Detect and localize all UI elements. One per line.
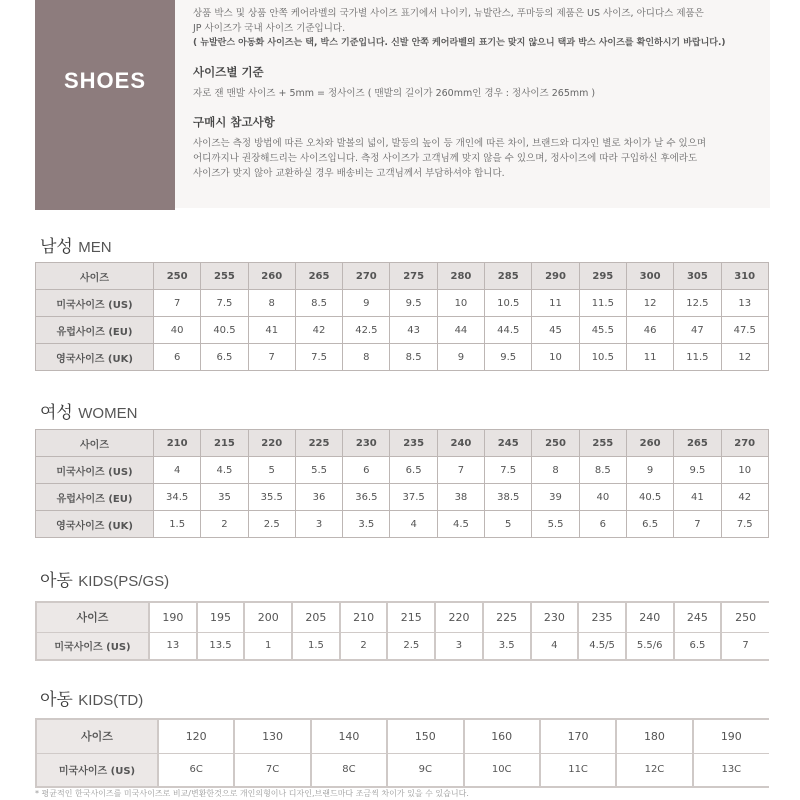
size-cell: 1 (244, 632, 292, 660)
size-cell: 9.5 (674, 457, 721, 484)
size-header-cell: 215 (387, 602, 435, 632)
size-cell: 1.5 (154, 511, 201, 538)
size-cell: 8 (343, 344, 390, 371)
size-cell: 35.5 (248, 484, 295, 511)
size-cell: 8 (248, 290, 295, 317)
men-title-en: MEN (78, 239, 112, 256)
size-header-cell: 285 (485, 263, 532, 290)
size-cell: 40.5 (201, 317, 248, 344)
size-cell: 6.5 (626, 511, 673, 538)
size-header-cell: 270 (721, 430, 768, 457)
size-cell: 10 (532, 344, 579, 371)
size-cell: 45.5 (579, 317, 626, 344)
size-cell: 36 (295, 484, 342, 511)
row-label: 미국사이즈 (US) (36, 290, 154, 317)
size-cell: 4 (154, 457, 201, 484)
size-cell: 8C (311, 753, 387, 787)
size-cell: 2.5 (387, 632, 435, 660)
size-cell: 37.5 (390, 484, 437, 511)
notice-line-2: JP 사이즈가 국내 사이즈 기준입니다. (193, 23, 346, 34)
row-label: 사이즈 (36, 263, 154, 290)
size-header-cell: 130 (234, 719, 310, 753)
size-cell: 7.5 (485, 457, 532, 484)
row-label: 사이즈 (36, 719, 158, 753)
size-cell: 41 (248, 317, 295, 344)
size-cell: 42.5 (343, 317, 390, 344)
size-cell: 7.5 (201, 290, 248, 317)
size-row (36, 632, 769, 660)
size-cell: 6.5 (201, 344, 248, 371)
size-row (36, 457, 769, 484)
size-cell: 7 (248, 344, 295, 371)
row-label: 영국사이즈 (UK) (36, 511, 154, 538)
size-cell: 3.5 (343, 511, 390, 538)
row-label: 유럽사이즈 (EU) (36, 484, 154, 511)
size-cell: 47 (674, 317, 721, 344)
size-cell: 7C (234, 753, 310, 787)
kids-td-section-title (40, 685, 143, 710)
size-cell: 6 (154, 344, 201, 371)
women-title-ko: 여성 (40, 403, 73, 423)
size-row (36, 511, 769, 538)
size-cell: 45 (532, 317, 579, 344)
size-cell: 13 (721, 290, 768, 317)
size-cell: 6 (343, 457, 390, 484)
size-header-cell: 250 (154, 263, 201, 290)
reference-line-3: 사이즈가 맞지 않아 교환하실 경우 배송비는 고객님께서 부담하셔야 합니다. (193, 168, 505, 179)
row-label: 사이즈 (36, 430, 154, 457)
size-header-cell: 150 (387, 719, 463, 753)
size-cell: 4 (390, 511, 437, 538)
size-cell: 12C (616, 753, 692, 787)
size-cell: 35 (201, 484, 248, 511)
men-size-table (35, 262, 769, 371)
banner-info (193, 6, 763, 181)
size-cell: 6C (158, 753, 234, 787)
size-cell: 40.5 (626, 484, 673, 511)
size-cell: 3 (295, 511, 342, 538)
size-header-row (36, 263, 769, 290)
row-label: 미국사이즈 (US) (36, 457, 154, 484)
size-header-cell: 200 (244, 602, 292, 632)
size-cell: 5 (485, 511, 532, 538)
size-cell: 8.5 (579, 457, 626, 484)
size-cell: 6.5 (390, 457, 437, 484)
row-label: 영국사이즈 (UK) (36, 344, 154, 371)
size-cell: 11.5 (579, 290, 626, 317)
size-cell: 13C (693, 753, 769, 787)
reference-line-2: 어디까지나 권장해드리는 사이즈입니다. 측정 사이즈가 고객님께 맞지 않을 수 있으며, 정사이즈에 따라 구입하신 후에라도 (193, 153, 698, 164)
size-cell: 9.5 (390, 290, 437, 317)
size-cell: 4.5/5 (578, 632, 626, 660)
size-header-cell: 265 (295, 263, 342, 290)
size-cell: 12 (721, 344, 768, 371)
size-cell: 44 (437, 317, 484, 344)
size-cell: 39 (532, 484, 579, 511)
size-cell: 10 (721, 457, 768, 484)
size-header-cell: 170 (540, 719, 616, 753)
size-cell: 5.5 (532, 511, 579, 538)
size-cell: 5.5/6 (626, 632, 674, 660)
size-cell: 40 (154, 317, 201, 344)
size-cell: 12 (626, 290, 673, 317)
size-header-cell: 230 (343, 430, 390, 457)
size-cell: 13 (149, 632, 197, 660)
size-header-cell: 210 (154, 430, 201, 457)
size-cell: 1.5 (292, 632, 340, 660)
size-cell: 6.5 (674, 632, 722, 660)
size-cell: 2 (340, 632, 388, 660)
notice-warning: ( 뉴발란스 아동화 사이즈는 택, 박스 기준입니다. 신발 안쪽 케어라벨의 표기는 맞지 않으니 택과 박스 사이즈를 확인하시기 바랍니다.) (193, 38, 726, 48)
size-header-cell: 265 (674, 430, 721, 457)
size-cell: 10.5 (579, 344, 626, 371)
footnote: * 평균적인 한국사이즈를 미국사이즈로 비교/변환한것으로 개인의형이나 디자인,브랜드마다 조금씩 차이가 있을 수 있습니다. (35, 789, 469, 798)
women-title-en: WOMEN (78, 405, 138, 422)
size-header-cell: 280 (437, 263, 484, 290)
size-header-cell: 180 (616, 719, 692, 753)
size-header-cell: 295 (579, 263, 626, 290)
women-size-table (35, 429, 769, 538)
size-cell: 4.5 (437, 511, 484, 538)
women-section-title (40, 398, 137, 423)
size-header-cell: 245 (485, 430, 532, 457)
size-header-row (36, 602, 769, 632)
size-row (36, 290, 769, 317)
size-cell: 36.5 (343, 484, 390, 511)
size-cell: 11.5 (674, 344, 721, 371)
size-header-cell: 260 (248, 263, 295, 290)
size-cell: 3 (435, 632, 483, 660)
size-header-cell: 220 (435, 602, 483, 632)
kids-ps-title-en: KIDS(PS/GS) (78, 573, 170, 590)
size-cell: 5.5 (295, 457, 342, 484)
size-header-cell: 255 (201, 263, 248, 290)
size-header-cell: 225 (483, 602, 531, 632)
size-cell: 5 (248, 457, 295, 484)
reference-line-1: 사이즈는 측정 방법에 따른 오차와 발볼의 넓이, 발등의 높이 등 개인에 따른 차이, 브랜드와 디자인 별로 차이가 날 수 있으며 (193, 138, 707, 149)
size-header-cell: 255 (579, 430, 626, 457)
size-cell: 9.5 (485, 344, 532, 371)
size-header-cell: 190 (149, 602, 197, 632)
size-header-cell: 215 (201, 430, 248, 457)
size-header-cell: 160 (464, 719, 540, 753)
kids-ps-section-title (40, 566, 169, 591)
row-label: 미국사이즈 (US) (36, 632, 149, 660)
size-cell: 4.5 (201, 457, 248, 484)
size-cell: 9 (437, 344, 484, 371)
size-header-cell: 210 (340, 602, 388, 632)
size-cell: 41 (674, 484, 721, 511)
size-header-cell: 290 (532, 263, 579, 290)
size-cell: 9 (343, 290, 390, 317)
size-header-cell: 310 (721, 263, 768, 290)
men-title-ko: 남성 (40, 237, 73, 257)
size-cell: 2.5 (248, 511, 295, 538)
size-cell: 7 (154, 290, 201, 317)
size-cell: 11 (626, 344, 673, 371)
kids-ps-title-ko: 아동 (40, 571, 73, 591)
size-header-cell: 245 (674, 602, 722, 632)
size-header-cell: 240 (437, 430, 484, 457)
size-cell: 2 (201, 511, 248, 538)
size-cell: 3.5 (483, 632, 531, 660)
size-cell: 46 (626, 317, 673, 344)
size-header-cell: 205 (292, 602, 340, 632)
size-cell: 13.5 (197, 632, 245, 660)
size-cell: 11 (532, 290, 579, 317)
size-cell: 44.5 (485, 317, 532, 344)
kids-td-size-table (35, 718, 769, 788)
size-cell: 7 (721, 632, 769, 660)
size-cell: 38 (437, 484, 484, 511)
size-row (36, 344, 769, 371)
size-cell: 10C (464, 753, 540, 787)
size-cell: 7.5 (295, 344, 342, 371)
reference-title: 구매시 참고사항 (193, 115, 275, 129)
size-cell: 7 (437, 457, 484, 484)
size-header-row (36, 719, 769, 753)
size-header-cell: 225 (295, 430, 342, 457)
size-cell: 34.5 (154, 484, 201, 511)
size-cell: 7 (674, 511, 721, 538)
size-header-cell: 235 (390, 430, 437, 457)
size-header-cell: 190 (693, 719, 769, 753)
size-cell: 6 (579, 511, 626, 538)
size-cell: 8 (532, 457, 579, 484)
size-header-cell: 300 (626, 263, 673, 290)
size-header-cell: 275 (390, 263, 437, 290)
size-cell: 42 (721, 484, 768, 511)
size-header-cell: 250 (721, 602, 769, 632)
size-header-cell: 140 (311, 719, 387, 753)
kids-ps-size-table (35, 601, 769, 661)
row-label: 유럽사이즈 (EU) (36, 317, 154, 344)
notice-line-1: 상품 박스 및 상품 안쪽 케어라벨의 국가별 사이즈 표기에서 나이키, 뉴발란스, 푸마등의 제품은 US 사이즈, 아디다스 제품은 (193, 8, 704, 19)
size-cell: 40 (579, 484, 626, 511)
size-cell: 7.5 (721, 511, 768, 538)
size-cell: 4 (531, 632, 579, 660)
kids-td-title-en: KIDS(TD) (78, 692, 144, 709)
size-cell: 9C (387, 753, 463, 787)
size-header-cell: 230 (531, 602, 579, 632)
size-cell: 47.5 (721, 317, 768, 344)
size-row (36, 317, 769, 344)
size-cell: 10 (437, 290, 484, 317)
size-header-cell: 195 (197, 602, 245, 632)
size-cell: 8.5 (390, 344, 437, 371)
size-header-cell: 240 (626, 602, 674, 632)
size-header-cell: 250 (532, 430, 579, 457)
size-cell: 9 (626, 457, 673, 484)
size-header-cell: 235 (578, 602, 626, 632)
criteria-text: 자로 잰 맨발 사이즈 + 5mm = 정사이즈 ( 맨발의 길이가 260mm인 경우 : 정사이즈 265mm ) (193, 88, 596, 99)
size-header-row (36, 430, 769, 457)
size-guide-banner (0, 0, 800, 215)
size-cell: 43 (390, 317, 437, 344)
kids-td-title-ko: 아동 (40, 690, 73, 710)
row-label: 미국사이즈 (US) (36, 753, 158, 787)
size-header-cell: 260 (626, 430, 673, 457)
size-cell: 12.5 (674, 290, 721, 317)
size-cell: 11C (540, 753, 616, 787)
size-cell: 42 (295, 317, 342, 344)
size-header-cell: 120 (158, 719, 234, 753)
size-header-cell: 270 (343, 263, 390, 290)
size-cell: 38.5 (485, 484, 532, 511)
size-cell: 10.5 (485, 290, 532, 317)
size-header-cell: 305 (674, 263, 721, 290)
size-row (36, 484, 769, 511)
row-label: 사이즈 (36, 602, 149, 632)
shoes-badge: SHOES (35, 0, 175, 210)
size-header-cell: 220 (248, 430, 295, 457)
size-cell: 8.5 (295, 290, 342, 317)
men-section-title (40, 232, 112, 257)
size-row (36, 753, 769, 787)
criteria-title: 사이즈별 기준 (193, 65, 264, 79)
